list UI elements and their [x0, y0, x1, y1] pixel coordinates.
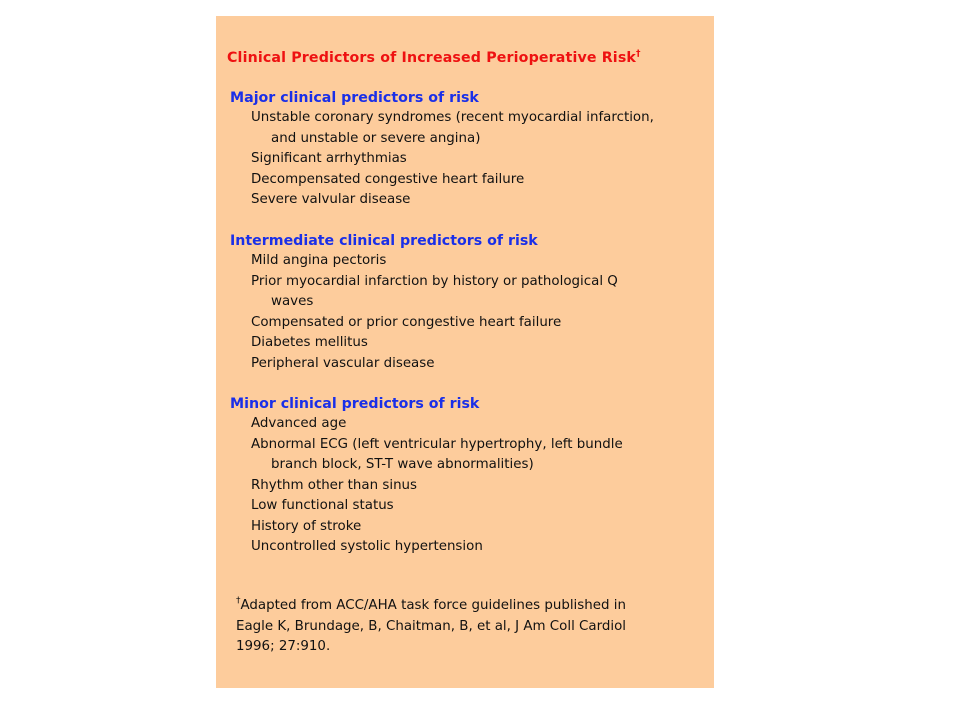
list-item: Significant arrhythmias: [251, 151, 407, 166]
section-minor: [230, 394, 623, 558]
section-heading-intermediate: Intermediate clinical predictors of risk: [230, 233, 538, 249]
list-item: Decompensated congestive heart failure: [251, 171, 525, 187]
list-item: History of stroke: [251, 518, 362, 534]
minor-predictor-list: [230, 414, 623, 558]
section-intermediate: [230, 231, 618, 374]
list-item: Advanced age: [251, 416, 347, 431]
footnote-line: †Adapted from ACC/AHA task force guidelines published in: [236, 596, 626, 613]
intermediate-predictor-list: [230, 251, 618, 374]
list-item: Low functional status: [251, 498, 394, 513]
table-title: [227, 49, 641, 66]
major-predictor-list: [230, 108, 654, 211]
list-item: Abnormal ECG (left ventricular hypertrophy, left bundle branch block, ST-T wave abnormalities): [251, 436, 623, 472]
list-item: Diabetes mellitus: [251, 335, 368, 350]
section-heading-major: Major clinical predictors of risk: [230, 90, 479, 106]
section-major: [230, 88, 654, 211]
title-text: Clinical Predictors of Increased Perioperative Risk: [227, 50, 636, 66]
list-item: Compensated or prior congestive heart failure: [251, 314, 562, 330]
title-dagger-mark: †: [636, 49, 641, 59]
footnote-dagger-mark: †: [236, 596, 241, 606]
list-item: Prior myocardial infarction by history or pathological Q waves: [251, 273, 618, 309]
list-item: Mild angina pectoris: [251, 253, 387, 268]
footnote: [236, 591, 626, 658]
footnote-line: Eagle K, Brundage, B, Chaitman, B, et al, J Am Coll Cardiol: [236, 618, 627, 634]
list-item: Uncontrolled systolic hypertension: [251, 539, 483, 554]
predictors-table-panel: [216, 16, 714, 688]
section-heading-minor: Minor clinical predictors of risk: [230, 396, 480, 412]
list-item: Severe valvular disease: [251, 192, 411, 207]
list-item: Rhythm other than sinus: [251, 477, 418, 493]
list-item: Peripheral vascular disease: [251, 355, 435, 371]
footnote-line: 1996; 27:910.: [236, 639, 331, 654]
list-item: Unstable coronary syndromes (recent myocardial infarction, and unstable or severe angina): [251, 110, 654, 146]
